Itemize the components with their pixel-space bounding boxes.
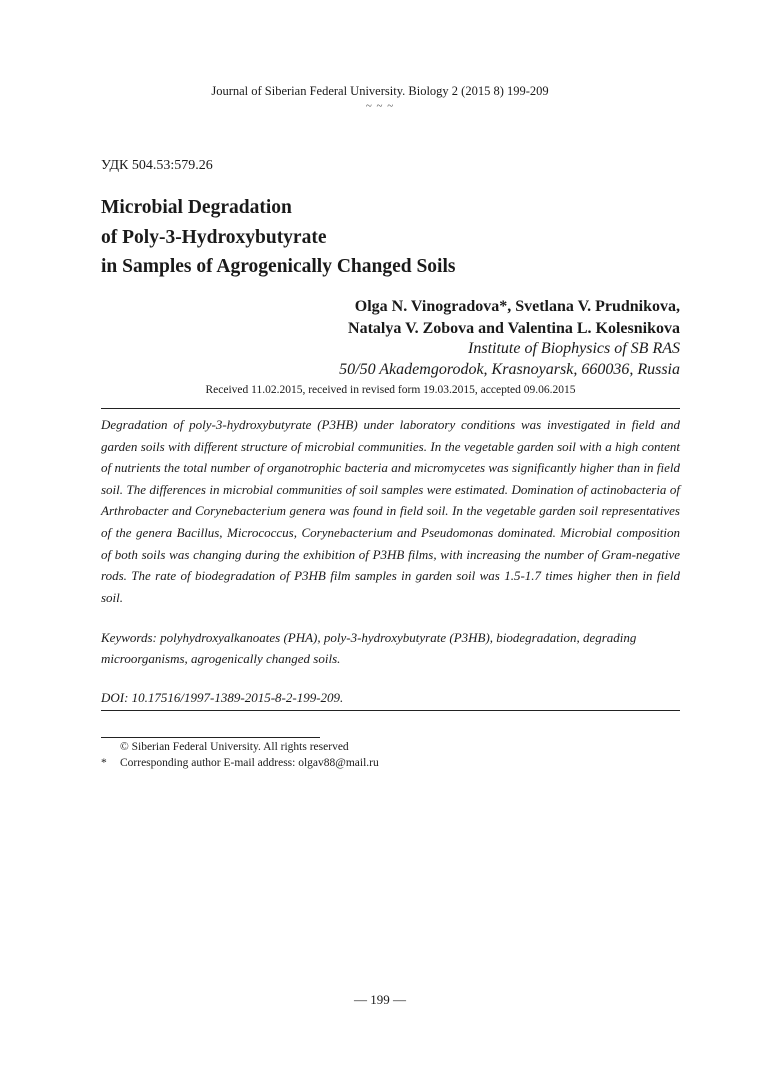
title-line: in Samples of Agrogenically Changed Soils bbox=[101, 256, 456, 277]
received-dates: Received 11.02.2015, received in revised form 19.03.2015, accepted 09.06.2015 bbox=[205, 384, 576, 396]
title-line: Microbial Degradation bbox=[101, 197, 292, 218]
divider-top bbox=[101, 408, 680, 409]
footnote-asterisk: * bbox=[101, 757, 107, 769]
authors bbox=[348, 296, 680, 339]
journal-header: Journal of Siberian Federal University. Biology 2 (2015 8) 199-209 bbox=[211, 84, 549, 98]
abstract: Degradation of poly-3-hydroxybutyrate (P3HB) under laboratory conditions was investigated in field and garden soils with different structure of microbial communities. In the vegetable garden soil with a high content of nutrients the total number of organotrophic bacteria and micromycetes was significantly higher than in field soil. The differences in microbial communities of soil samples were estimated. Domination of actinobacteria of Arthrobacter and Corynebacterium genera was found in field soil. In the vegetable garden soil representatives of the genera Bacillus, Micrococcus, Corynebacterium and Pseudomonas dominated. Microbial composition of both soils was changing during the exhibition of P3HB films, with increasing the number of Gram-negative rods. The rate of biodegradation of P3HB film samples in garden soil was 1.5-1.7 times higher then in field soil. bbox=[101, 417, 680, 605]
author-line: Olga N. Vinogradova*, Svetlana V. Prudnikova, bbox=[354, 298, 680, 315]
affiliation-line: Institute of Biophysics of SB RAS bbox=[468, 340, 680, 357]
author-line: Natalya V. Zobova and Valentina L. Kolesnikova bbox=[348, 319, 680, 337]
copyright-footnote: © Siberian Federal University. All rights reserved bbox=[120, 741, 349, 753]
udc-code: УДК 504.53:579.26 bbox=[101, 158, 213, 173]
footnote-rule bbox=[101, 737, 320, 738]
affiliation bbox=[339, 339, 680, 380]
article-title bbox=[101, 193, 456, 282]
title-line: of Poly-3-Hydroxybutyrate bbox=[101, 226, 327, 248]
corresponding-footnote: Corresponding author E-mail address: olgav88@mail.ru bbox=[120, 757, 379, 769]
divider-bottom bbox=[101, 710, 680, 711]
doi: DOI: 10.17516/1997-1389-2015-8-2-199-209. bbox=[101, 690, 344, 705]
header-ornament: ~ ~ ~ bbox=[365, 100, 395, 112]
page-number: — 199 — bbox=[354, 992, 406, 1007]
keywords: Keywords: polyhydroxyalkanoates (PHA), poly-3-hydroxybutyrate (P3HB), biodegradation, degrading microorganisms, agrogenically changed soils. bbox=[101, 630, 637, 666]
affiliation-line: 50/50 Akademgorodok, Krasnoyarsk, 660036, Russia bbox=[339, 360, 680, 378]
